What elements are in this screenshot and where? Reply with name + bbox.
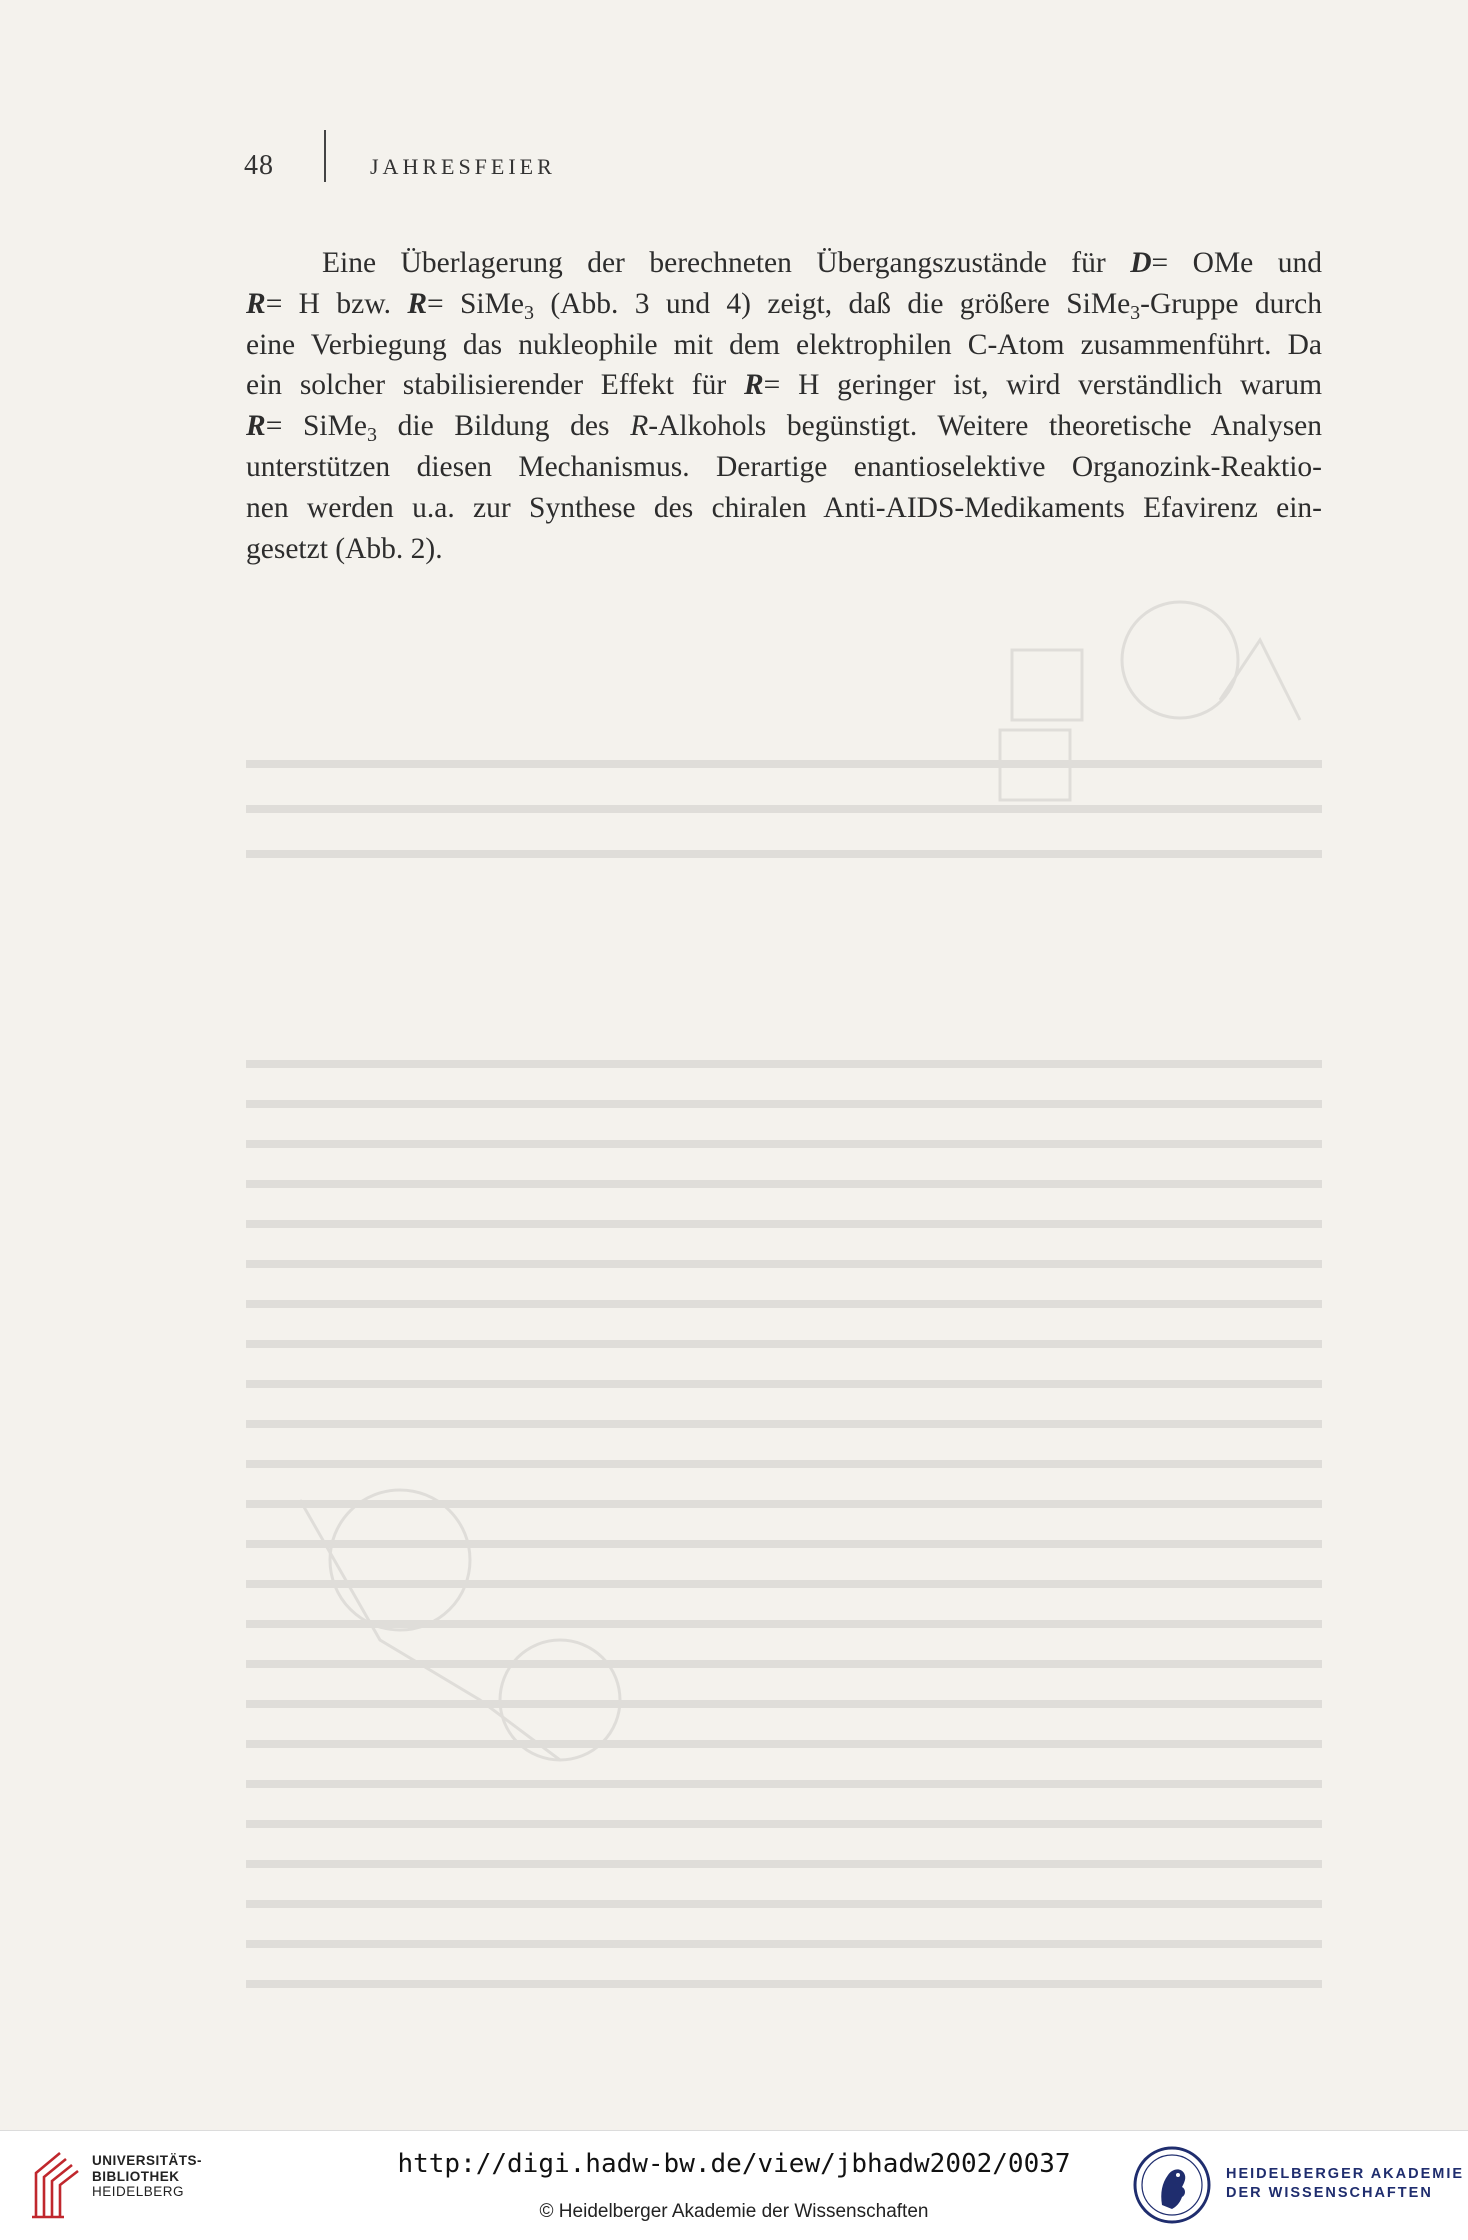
symbol-r: R [246,287,266,320]
symbol-r: R [743,369,764,402]
header-divider [324,130,326,182]
subscript: 3 [366,424,377,447]
academy-name [1226,2165,1464,2203]
symbol-d: D [1130,247,1152,279]
symbol-r: R [407,287,428,320]
copyright-notice: © Heidelberger Akademie der Wissenschaften [539,2201,929,2222]
text-span: -Alkohols begünstigt. Weitere theoretische Analysen [648,410,1323,443]
italic-r: R [630,410,649,443]
library-name-line1: UNIVERSITÄTS- [92,2153,203,2168]
text-line-2 [246,284,1322,325]
text-line-5 [246,406,1322,447]
academy-seal-icon [1132,2145,1212,2225]
viewer-footer [0,2130,1468,2240]
text-span: die Bildung des [397,410,610,443]
text-span: = H geringer ist, wird verständlich warum [763,369,1323,402]
body-paragraph [246,243,1322,569]
text-line-6: unterstützen diesen Mechanismus. Derartige enantioselektive Organozink-Reaktio- [246,450,1322,483]
library-name-line3: HEIDELBERG [92,2184,185,2199]
academy-name-line1: HEIDELBERGER AKADEMIE [1226,2166,1465,2182]
running-head: JAHRESFEIER [370,154,556,179]
permalink-url[interactable]: http://digi.hadw-bw.de/view/jbhadw2002/0037 [397,2149,1071,2179]
text-span: -Gruppe durch [1140,287,1322,320]
text-span: (Abb. 3 und 4) zeigt, daß die größere SiMe [550,287,1131,320]
text-span: = SiMe [265,410,367,443]
subscript: 3 [523,301,534,324]
text-span: ein solcher stabilisierender Effekt für [246,369,727,402]
page-number: 48 [244,150,274,181]
text-span: = SiMe [427,287,524,320]
text-span: Eine Überlagerung der berechneten Übergangszustände für [322,247,1106,279]
text-line-1 [246,243,1322,284]
academy-name-line2: DER WISSENSCHAFTEN [1226,2185,1433,2201]
subscript: 3 [1130,301,1141,324]
text-line-7: nen werden u.a. zur Synthese des chiralen Anti-AIDS-Medikaments Efavirenz ein- [246,491,1322,524]
text-span: = OMe und [1151,247,1323,279]
symbol-r: R [246,410,266,443]
text-span: = H bzw. [265,287,391,320]
text-line-8: gesetzt (Abb. 2). [246,532,443,565]
library-name-line2: BIBLIOTHEK [92,2168,180,2184]
text-line-3: eine Verbiegung das nukleophile mit dem elektrophilen C-Atom zusammenführt. Da [246,328,1322,361]
text-line-4 [246,365,1322,406]
